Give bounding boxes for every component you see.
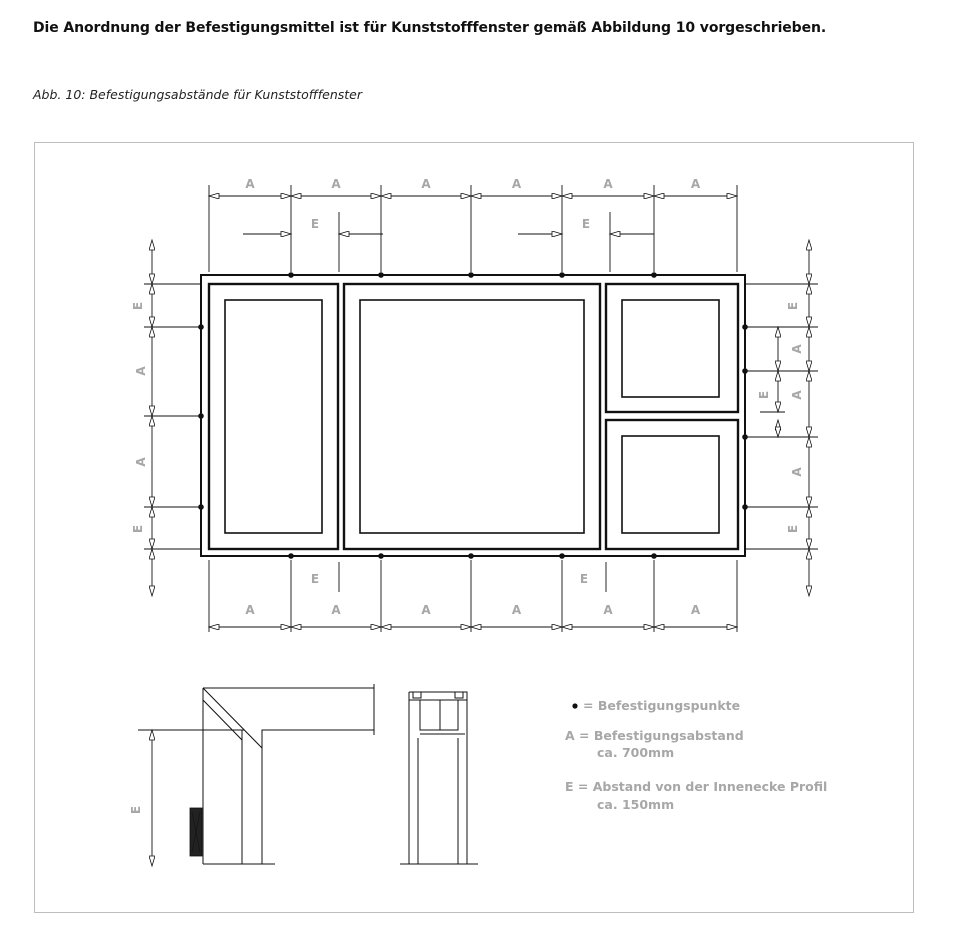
right-label-e-top: E <box>786 301 800 311</box>
fastening-point <box>742 434 748 440</box>
window-outer-frame <box>201 275 745 556</box>
top-label-a-4: A <box>511 177 522 191</box>
bottom-label-a-1: A <box>245 603 255 617</box>
fastening-point <box>378 553 384 559</box>
fastening-point <box>742 504 748 510</box>
fastening-point <box>198 413 204 419</box>
legend-points-text: = Befestigungspunkte <box>583 698 741 713</box>
bottom-right-label-e: E <box>579 572 589 586</box>
legend-a-line1: A = Befestigungsabstand <box>565 728 744 743</box>
fastening-point <box>198 324 204 330</box>
top-label-a-3: A <box>421 177 431 191</box>
fastening-point <box>198 504 204 510</box>
fastening-point <box>651 553 657 559</box>
fastening-point <box>651 272 657 278</box>
right-label-e-bottom: E <box>786 524 800 534</box>
profile-section-notch-left <box>413 692 421 698</box>
right-label-a-2: A <box>790 390 804 400</box>
left-label-e-top: E <box>131 301 145 311</box>
corner-label-e: E <box>129 805 143 815</box>
legend-e-line1: E = Abstand von der Innenecke Profil <box>565 779 828 794</box>
bottom-label-a-5: A <box>603 603 613 617</box>
fastening-point <box>559 553 565 559</box>
bottom-left-label-e: E <box>310 572 320 586</box>
figure-caption: Abb. 10: Befestigungsabstände für Kunststofffenster <box>33 87 363 102</box>
top-right-label-e: E <box>581 217 591 231</box>
left-label-e-bottom: E <box>131 524 145 534</box>
fastening-point <box>288 553 294 559</box>
fastening-point <box>742 324 748 330</box>
profile-section-chamber <box>420 700 458 730</box>
page-heading: Die Anordnung der Befestigungsmittel ist für Kunststofffenster gemäß Abbildung 10 vorgeschrieben. <box>33 20 827 36</box>
legend-e-line2: ca. 150mm <box>597 797 675 812</box>
top-label-a-1: A <box>245 177 255 191</box>
left-label-a-2: A <box>134 457 148 467</box>
right-inner-label-e: E <box>757 390 771 400</box>
fastening-point <box>378 272 384 278</box>
fastening-point <box>559 272 565 278</box>
bottom-label-a-3: A <box>421 603 431 617</box>
top-left-label-e: E <box>310 217 320 231</box>
fastening-point <box>468 272 474 278</box>
fastening-point <box>742 368 748 374</box>
glass-right-top <box>622 300 719 397</box>
legend-a-line2: ca. 700mm <box>597 745 675 760</box>
sash-center <box>344 284 600 549</box>
top-label-a-2: A <box>331 177 341 191</box>
top-label-a-5: A <box>603 177 613 191</box>
fastening-point <box>288 272 294 278</box>
corner-miter-line-inner <box>203 700 242 740</box>
fastening-point <box>468 553 474 559</box>
sash-left <box>209 284 338 549</box>
right-label-a-1: A <box>790 344 804 354</box>
glass-center <box>360 300 584 533</box>
legend-point-icon <box>572 703 577 708</box>
top-label-a-6: A <box>690 177 701 191</box>
left-label-a-1: A <box>134 366 148 376</box>
corner-miter-line <box>203 688 262 748</box>
profile-section-notch-right <box>455 692 463 698</box>
bottom-label-a-4: A <box>511 603 522 617</box>
window-elevation <box>201 275 745 556</box>
glass-left <box>225 300 322 533</box>
glass-right-bottom <box>622 436 719 533</box>
right-label-a-3: A <box>790 467 804 477</box>
bottom-label-a-6: A <box>690 603 701 617</box>
bottom-label-a-2: A <box>331 603 341 617</box>
